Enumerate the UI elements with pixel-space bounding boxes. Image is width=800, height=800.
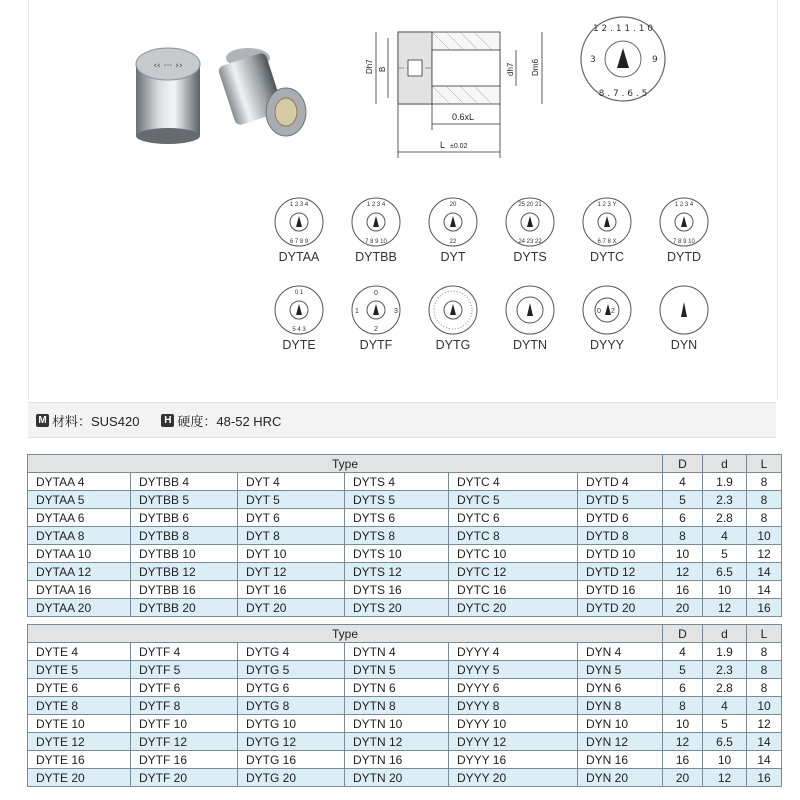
table-cell: 4 — [663, 473, 703, 491]
stamp-pin-left — [136, 48, 200, 144]
svg-text:0: 0 — [374, 290, 378, 297]
label-06xl: 0.6xL — [452, 112, 475, 122]
svg-text:3: 3 — [590, 55, 596, 65]
header-type: Type — [28, 625, 663, 643]
dial-caption: DYTF — [359, 338, 393, 352]
svg-text:0: 0 — [597, 308, 601, 315]
table-cell: 10 — [747, 697, 782, 715]
dial-face-icon — [504, 284, 556, 336]
table-cell: DYTE 10 — [28, 715, 131, 733]
table-cell: DYTBB 8 — [131, 527, 238, 545]
table-cell: 4 — [663, 643, 703, 661]
svg-text:25 20 21: 25 20 21 — [518, 202, 542, 208]
dial-caption: DYTE — [282, 338, 316, 352]
table-header-row — [28, 625, 782, 643]
table-cell: 10 — [663, 545, 703, 563]
table-cell: DYTF 8 — [131, 697, 238, 715]
table-cell: 4 — [703, 527, 747, 545]
table-cell: DYTD 10 — [578, 545, 663, 563]
table-cell: DYTE 12 — [28, 733, 131, 751]
dial-caption: DYTAA — [278, 250, 320, 264]
dial-face-icon — [658, 284, 710, 336]
label-b: B — [378, 66, 387, 72]
table-cell: DYTD 8 — [578, 527, 663, 545]
label-dh7-outer: Dh7 — [365, 59, 374, 74]
dial-dytg — [418, 284, 488, 352]
table-cell: DYTS 5 — [345, 491, 449, 509]
table-cell: DYN 8 — [578, 697, 663, 715]
table-cell: 12 — [663, 563, 703, 581]
dial-dyts — [495, 196, 565, 264]
table-cell: 5 — [703, 715, 747, 733]
svg-text:1 2 3 4: 1 2 3 4 — [366, 202, 386, 208]
table-cell: DYTN 4 — [345, 643, 449, 661]
svg-text:1 2 . 1 1 . 1 0: 1 2 . 1 1 . 1 0 — [592, 24, 654, 34]
table-cell: 5 — [703, 545, 747, 563]
table-row — [28, 545, 782, 563]
table-cell: DYTBB 12 — [131, 563, 238, 581]
table-cell: 12 — [663, 733, 703, 751]
label-dm6: Dm6 — [531, 59, 540, 76]
table-cell: 5 — [663, 491, 703, 509]
table-cell: 8 — [747, 661, 782, 679]
table-cell: DYN 16 — [578, 751, 663, 769]
table-cell: DYTN 12 — [345, 733, 449, 751]
table-cell: 4 — [703, 697, 747, 715]
table-cell: DYYY 6 — [449, 679, 578, 697]
table-cell: DYN 4 — [578, 643, 663, 661]
table-cell: DYTE 20 — [28, 769, 131, 787]
dial-dytbb — [341, 196, 411, 264]
table-cell: DYTG 16 — [238, 751, 345, 769]
table-cell: DYTS 8 — [345, 527, 449, 545]
svg-text:1: 1 — [355, 308, 359, 315]
spec-bar — [28, 402, 776, 438]
table-row — [28, 697, 782, 715]
svg-text:6 7 8 X: 6 7 8 X — [597, 239, 617, 245]
svg-text:1 2 3 Y: 1 2 3 Y — [597, 202, 617, 208]
table-cell: DYTC 10 — [449, 545, 578, 563]
dial-caption: DYT — [440, 250, 466, 264]
table-cell: DYTAA 16 — [28, 581, 131, 599]
table-row — [28, 527, 782, 545]
table-cell: DYTC 12 — [449, 563, 578, 581]
table-cell: DYTE 16 — [28, 751, 131, 769]
table-cell: DYTN 10 — [345, 715, 449, 733]
table-cell: 12 — [747, 545, 782, 563]
table-cell: 8 — [663, 527, 703, 545]
svg-text:0 1: 0 1 — [294, 290, 304, 296]
table-cell: DYYY 20 — [449, 769, 578, 787]
table-row — [28, 599, 782, 617]
table-row — [28, 661, 782, 679]
dial-face-icon — [581, 196, 633, 248]
table-cell: DYTG 5 — [238, 661, 345, 679]
hardness-text: 硬度：48-52 HRC — [177, 413, 282, 429]
table-cell: DYT 6 — [238, 509, 345, 527]
table-cell: DYTC 4 — [449, 473, 578, 491]
dial-dyt — [418, 196, 488, 264]
table-row — [28, 563, 782, 581]
table-cell: 8 — [747, 509, 782, 527]
table-cell: 14 — [747, 581, 782, 599]
svg-text:5 4 3: 5 4 3 — [292, 327, 306, 333]
table-cell: DYTBB 10 — [131, 545, 238, 563]
header-L: L — [747, 455, 782, 473]
table-cell: DYTC 6 — [449, 509, 578, 527]
table-cell: DYT 16 — [238, 581, 345, 599]
table-body — [28, 473, 782, 617]
dial-face-icon — [504, 196, 556, 248]
table-cell: DYTAA 12 — [28, 563, 131, 581]
table-cell: DYT 5 — [238, 491, 345, 509]
header-D: D — [663, 455, 703, 473]
table-cell: DYT 4 — [238, 473, 345, 491]
table-cell: DYN 6 — [578, 679, 663, 697]
table-cell: DYTD 16 — [578, 581, 663, 599]
table-cell: 16 — [663, 751, 703, 769]
table-cell: DYTN 6 — [345, 679, 449, 697]
table-cell: DYTF 5 — [131, 661, 238, 679]
table-cell: DYTG 4 — [238, 643, 345, 661]
svg-text:2: 2 — [374, 326, 378, 333]
table-cell: DYTBB 5 — [131, 491, 238, 509]
dial-face-icon — [350, 284, 402, 336]
table-cell: DYT 8 — [238, 527, 345, 545]
table-cell: DYTAA 6 — [28, 509, 131, 527]
table-cell: DYTN 16 — [345, 751, 449, 769]
svg-text:9: 9 — [652, 55, 658, 65]
dial-dytaa — [264, 196, 334, 264]
dial-dytf — [341, 284, 411, 352]
header-type: Type — [28, 455, 663, 473]
table-cell: DYTBB 20 — [131, 599, 238, 617]
table-cell: 14 — [747, 733, 782, 751]
spec-table-2 — [27, 624, 782, 787]
table-cell: 6.5 — [703, 563, 747, 581]
table-cell: DYTE 5 — [28, 661, 131, 679]
product-photo — [128, 40, 328, 150]
table-cell: DYN 10 — [578, 715, 663, 733]
table-cell: DYTC 16 — [449, 581, 578, 599]
table-cell: DYTBB 4 — [131, 473, 238, 491]
stamp-pin-right — [217, 48, 306, 136]
svg-text:1 2 3 4: 1 2 3 4 — [289, 202, 309, 208]
dial-caption: DYTBB — [355, 250, 397, 264]
table-row — [28, 679, 782, 697]
dial-face-icon — [273, 196, 325, 248]
table-cell: DYTF 16 — [131, 751, 238, 769]
table-cell: DYTN 8 — [345, 697, 449, 715]
svg-text:20: 20 — [449, 202, 457, 208]
table-cell: DYTN 20 — [345, 769, 449, 787]
table-cell: DYTS 10 — [345, 545, 449, 563]
table-cell: DYYY 12 — [449, 733, 578, 751]
dial-caption: DYN — [670, 338, 698, 352]
table-row — [28, 769, 782, 787]
table-cell: DYTG 6 — [238, 679, 345, 697]
table-cell: DYYY 10 — [449, 715, 578, 733]
table-cell: 10 — [747, 527, 782, 545]
svg-text:6 7 8 9: 6 7 8 9 — [289, 239, 309, 245]
dial-variants — [264, 196, 734, 376]
dial-dyte — [264, 284, 334, 352]
dial-dytc — [572, 196, 642, 264]
table-cell: DYTC 8 — [449, 527, 578, 545]
header-d: d — [703, 455, 747, 473]
table-row — [28, 491, 782, 509]
dial-face-icon — [581, 284, 633, 336]
spec-table-1 — [27, 454, 782, 617]
svg-text:7 8 9 10: 7 8 9 10 — [365, 239, 387, 245]
dial-caption: DYTN — [512, 338, 548, 352]
table-cell: 16 — [663, 581, 703, 599]
table-cell: DYT 20 — [238, 599, 345, 617]
table-cell: 6 — [663, 679, 703, 697]
header-D: D — [663, 625, 703, 643]
table-cell: DYTC 20 — [449, 599, 578, 617]
material-badge: M — [36, 414, 49, 427]
table-cell: DYTAA 5 — [28, 491, 131, 509]
table-cell: DYTE 6 — [28, 679, 131, 697]
table-cell: DYTF 6 — [131, 679, 238, 697]
dial-large-preview — [578, 14, 668, 104]
table-cell: 10 — [703, 751, 747, 769]
hardness-badge: H — [161, 414, 174, 427]
label-tolerance: ±0.02 — [450, 143, 468, 150]
table-cell: DYTN 5 — [345, 661, 449, 679]
table-row — [28, 715, 782, 733]
table-cell: 12 — [703, 599, 747, 617]
table-cell: DYT 10 — [238, 545, 345, 563]
table-cell: DYYY 16 — [449, 751, 578, 769]
table-cell: DYTBB 6 — [131, 509, 238, 527]
table-cell: DYTAA 8 — [28, 527, 131, 545]
table-row — [28, 643, 782, 661]
table-cell: 6 — [663, 509, 703, 527]
dial-face-icon — [427, 284, 479, 336]
table-cell: DYTS 6 — [345, 509, 449, 527]
dial-caption: DYTS — [513, 250, 547, 264]
table-cell: 20 — [663, 769, 703, 787]
table-cell: 1.9 — [703, 473, 747, 491]
table-cell: 16 — [747, 769, 782, 787]
table-cell: DYTG 12 — [238, 733, 345, 751]
table-row — [28, 473, 782, 491]
table-cell: 5 — [663, 661, 703, 679]
table-cell: DYTAA 4 — [28, 473, 131, 491]
table-cell: DYTD 5 — [578, 491, 663, 509]
table-cell: 2.8 — [703, 509, 747, 527]
table-cell: DYTBB 16 — [131, 581, 238, 599]
svg-text:22: 22 — [449, 239, 457, 245]
table-cell: DYN 5 — [578, 661, 663, 679]
table-cell: 14 — [747, 751, 782, 769]
svg-text:2: 2 — [611, 308, 615, 315]
table-cell: 2.8 — [703, 679, 747, 697]
header-L: L — [747, 625, 782, 643]
table-cell: DYTG 8 — [238, 697, 345, 715]
table-cell: DYN 20 — [578, 769, 663, 787]
table-cell: DYT 12 — [238, 563, 345, 581]
table-cell: DYTC 5 — [449, 491, 578, 509]
table-body — [28, 643, 782, 787]
dial-dyyy — [572, 284, 642, 352]
table-cell: 16 — [747, 599, 782, 617]
table-cell: 8 — [747, 679, 782, 697]
table-cell: DYTS 12 — [345, 563, 449, 581]
table-cell: DYTF 12 — [131, 733, 238, 751]
table-cell: DYYY 4 — [449, 643, 578, 661]
table-cell: DYTS 20 — [345, 599, 449, 617]
dial-caption: DYTD — [666, 250, 702, 264]
table-cell: 6.5 — [703, 733, 747, 751]
dial-dyn — [649, 284, 719, 352]
table-cell: DYTD 20 — [578, 599, 663, 617]
table-cell: DYTG 10 — [238, 715, 345, 733]
svg-text:‹‹ ⋯ ››: ‹‹ ⋯ ›› — [153, 61, 183, 71]
table-cell: DYTAA 20 — [28, 599, 131, 617]
table-row — [28, 581, 782, 599]
table-cell: 12 — [747, 715, 782, 733]
table-cell: 12 — [703, 769, 747, 787]
svg-text:7 8 9 10: 7 8 9 10 — [673, 239, 695, 245]
svg-text:8 . 7 . 6 . 5: 8 . 7 . 6 . 5 — [598, 89, 648, 99]
table-cell: 10 — [663, 715, 703, 733]
table-row — [28, 509, 782, 527]
dial-dytd — [649, 196, 719, 264]
label-dh7-inner: dh7 — [506, 62, 515, 76]
dial-caption: DYYY — [589, 338, 625, 352]
table-row — [28, 733, 782, 751]
table-cell: DYTF 20 — [131, 769, 238, 787]
table-cell: 8 — [747, 643, 782, 661]
svg-text:3: 3 — [394, 308, 398, 315]
dial-caption: DYTG — [435, 338, 471, 352]
table-row — [28, 751, 782, 769]
dimension-drawing — [360, 12, 570, 172]
table-cell: DYTS 16 — [345, 581, 449, 599]
table-cell: 8 — [663, 697, 703, 715]
table-header-row — [28, 455, 782, 473]
dial-face-icon — [658, 196, 710, 248]
dial-face-icon — [273, 284, 325, 336]
dial-face-icon — [350, 196, 402, 248]
table-cell: DYTD 4 — [578, 473, 663, 491]
table-cell: DYYY 5 — [449, 661, 578, 679]
table-cell: DYN 12 — [578, 733, 663, 751]
table-cell: DYTF 4 — [131, 643, 238, 661]
table-cell: 2.3 — [703, 491, 747, 509]
dial-dytn — [495, 284, 565, 352]
table-cell: DYTD 12 — [578, 563, 663, 581]
table-cell: DYYY 8 — [449, 697, 578, 715]
label-l: L — [440, 140, 446, 150]
material-text: 材料：SUS420 — [52, 413, 140, 429]
table-cell: DYTAA 10 — [28, 545, 131, 563]
table-cell: DYTS 4 — [345, 473, 449, 491]
table-cell: 8 — [747, 491, 782, 509]
header-d: d — [703, 625, 747, 643]
table-cell: 1.9 — [703, 643, 747, 661]
table-cell: 8 — [747, 473, 782, 491]
table-cell: DYTD 6 — [578, 509, 663, 527]
svg-text:24 23 22: 24 23 22 — [518, 239, 542, 245]
table-cell: DYTG 20 — [238, 769, 345, 787]
table-cell: DYTE 8 — [28, 697, 131, 715]
table-cell: 10 — [703, 581, 747, 599]
svg-text:1 2 3 4: 1 2 3 4 — [674, 202, 694, 208]
table-cell: 14 — [747, 563, 782, 581]
table-cell: 20 — [663, 599, 703, 617]
table-cell: DYTF 10 — [131, 715, 238, 733]
dial-face-icon — [427, 196, 479, 248]
table-cell: DYTE 4 — [28, 643, 131, 661]
dial-caption: DYTC — [589, 250, 625, 264]
table-cell: 2.3 — [703, 661, 747, 679]
